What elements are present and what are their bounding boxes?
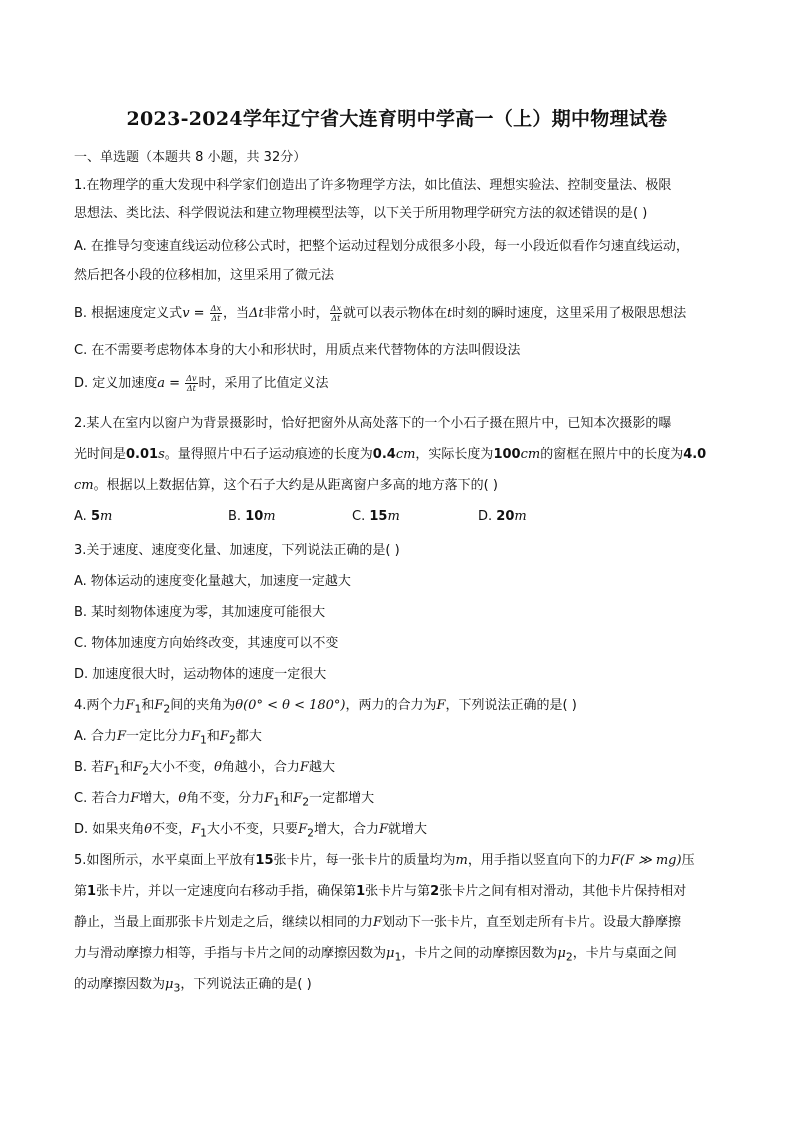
q4-option-a — [74, 728, 262, 750]
q4-text: 不变， — [152, 822, 192, 837]
q5-text: ，下列说法正确的是( ) — [180, 977, 312, 992]
q5-text: ，卡片之间的动摩擦因数为 — [401, 946, 558, 961]
q5-f: F — [373, 915, 383, 930]
q5-mu: μ — [165, 977, 174, 992]
q5-text: ，卡片与桌面之间 — [572, 946, 677, 961]
q3-stem: 3.关于速度、速度变化量、加速度，下列说法正确的是( ) — [74, 543, 400, 558]
q3-option-d: D. 加速度很大时，运动物体的速度一定很大 — [74, 667, 327, 682]
q1-b-fraction-2 — [330, 304, 342, 323]
q2-unit: cm — [395, 447, 416, 462]
option-value: 10 — [245, 509, 264, 524]
q4-f: F — [299, 760, 309, 775]
q2-unit: s — [158, 447, 165, 462]
q4-text: 和 — [206, 729, 220, 744]
q4-stem — [74, 697, 577, 719]
q4-sub: 2 — [228, 733, 236, 747]
q4-text: D. 如果夹角 — [74, 822, 145, 837]
fraction-denominator: Δt — [331, 314, 341, 323]
q4-angle-range: θ(0° < θ < 180°) — [235, 698, 346, 713]
q1-b-text-post: 时刻的瞬时速度，这里采用了极限思想法 — [452, 306, 687, 321]
option-unit: m — [263, 509, 276, 524]
q5-text: 张卡片，每一张卡片的质量均为 — [273, 853, 456, 868]
q4-theta: θ — [178, 791, 187, 806]
q4-text: 4.两个力 — [74, 698, 126, 713]
q1-option-a-line1: A. 在推导匀变速直线运动位移公式时，把整个运动过程划分成很多小段，每一小段近似看作匀速直线运动， — [74, 239, 689, 254]
q5-text: 静止，当最上面那张卡片划走之后，继续以相同的力 — [74, 915, 374, 930]
q4-f: F — [133, 760, 143, 775]
fraction-denominator: Δt — [211, 314, 221, 323]
q5-number: 2 — [430, 884, 440, 899]
q2-stem-line3 — [74, 477, 498, 495]
q4-text: 和 — [280, 791, 294, 806]
q4-sub: 2 — [307, 826, 314, 840]
q1-option-c: C. 在不需要考虑物体本身的大小和形状时，用质点来代替物体的方法叫假设法 — [74, 343, 521, 358]
q2-stem-line1: 2.某人在室内以窗户为背景摄影时，恰好把窗外从高处落下的一个小石子摄在照片中，已知本次摄影的曝 — [74, 416, 672, 431]
q5-m: m — [455, 853, 468, 868]
q4-f: F — [219, 729, 229, 744]
q5-stem-line5 — [74, 976, 312, 998]
q1-d-a: a — [157, 376, 166, 391]
q4-text: ，两力的合力为 — [345, 698, 437, 713]
q4-text: C. 若合力 — [74, 791, 131, 806]
q4-text: 增大， — [139, 791, 179, 806]
q1-stem-line1: 1.在物理学的重大发现中科学家们创造出了许多物理学方法，如比值法、理想实验法、控制变量法、极限 — [74, 178, 672, 193]
q5-number: 1 — [87, 884, 97, 899]
q4-text: 增大，合力 — [313, 822, 379, 837]
q4-sub: 1 — [113, 764, 121, 778]
q3-option-a: A. 物体运动的速度变化量越大，加速度一定越大 — [74, 574, 351, 589]
q5-force-condition: F(F ≫ mg) — [610, 853, 682, 868]
q4-text: 间的夹角为 — [170, 698, 236, 713]
q1-d-text-pre: D. 定义加速度 — [74, 376, 158, 391]
q4-text: 大小不变， — [149, 760, 215, 775]
q5-text: 张卡片之间有相对滑动，其他卡片保持相对 — [439, 884, 687, 899]
q4-f: F — [264, 791, 274, 806]
q1-b-eq: = — [189, 306, 209, 321]
q5-text: 张卡片，并以一定速度向右移动手指，确保第 — [96, 884, 357, 899]
q2-text: ，实际长度为 — [415, 447, 494, 462]
q4-f: F — [190, 729, 201, 744]
q4-f: F — [379, 822, 389, 837]
q4-f: F — [125, 698, 135, 713]
q2-photo-value: 4.0 — [683, 447, 707, 462]
q5-sub: 1 — [394, 950, 402, 964]
fraction-numerator: Δv — [186, 374, 197, 383]
q1-b-text-mid1: ，当 — [223, 306, 250, 321]
q5-mu: μ — [557, 946, 566, 961]
q5-sub: 2 — [565, 950, 573, 964]
q5-text: 第 — [74, 884, 88, 899]
q4-f: F — [116, 729, 126, 744]
q1-stem-line2: 思想法、类比法、科学假说法和建立物理模型法等，以下关于所用物理学研究方法的叙述错误的是( ) — [74, 206, 648, 221]
q5-card-count: 15 — [255, 853, 274, 868]
q5-stem-line2 — [74, 883, 686, 901]
q4-text: 角不变，分力 — [186, 791, 265, 806]
q1-d-eq: = — [165, 376, 185, 391]
q4-sub: 2 — [302, 795, 310, 809]
q4-sub: 1 — [200, 733, 207, 747]
q3-option-b: B. 某时刻物体速度为零，其加速度可能很大 — [74, 605, 326, 620]
q4-text: A. 合力 — [74, 729, 117, 744]
q1-option-d — [74, 374, 329, 393]
q4-text: 大小不变，只要 — [207, 822, 299, 837]
q5-text: ，用手指以竖直向下的力 — [467, 853, 611, 868]
fraction-numerator: Δx — [330, 304, 341, 313]
fraction-numerator: Δx — [210, 304, 222, 313]
q1-b-text-mid2: 非常小时， — [263, 306, 329, 321]
q4-text: ，下列说法正确的是( ) — [445, 698, 577, 713]
q5-text: 力与滑动摩擦力相等，手指与卡片之间的动摩擦因数为 — [74, 946, 387, 961]
q1-d-text-post: 时，采用了比值定义法 — [198, 376, 329, 391]
q2-text: 。量得照片中石子运动痕迹的长度为 — [164, 447, 373, 462]
q5-text: 5.如图所示，水平桌面上平放有 — [74, 853, 256, 868]
option-label: D. — [478, 509, 497, 524]
option-label: A. — [74, 509, 91, 524]
q2-frame-value: 100 — [493, 447, 521, 462]
q1-b-t: t — [446, 306, 453, 321]
q1-b-dt: Δt — [249, 306, 264, 321]
q4-theta: θ — [214, 760, 222, 775]
q2-text: 光时间是 — [74, 447, 127, 462]
q1-d-fraction — [185, 374, 197, 393]
q2-unit: cm — [520, 447, 541, 462]
q4-sub: 1 — [273, 795, 281, 809]
option-unit: m — [387, 509, 400, 524]
q1-b-fraction — [210, 304, 222, 323]
q2-option-b — [228, 509, 276, 524]
q4-f: F — [191, 822, 201, 837]
q4-text: 就增大 — [388, 822, 428, 837]
q1-b-v: v — [182, 306, 190, 321]
q2-text: 的窗框在照片中的长度为 — [540, 447, 684, 462]
q4-sub: 2 — [163, 702, 171, 716]
q4-option-b — [74, 759, 335, 781]
option-value: 15 — [369, 509, 388, 524]
q1-b-text-mid3: 就可以表示物体在 — [342, 306, 447, 321]
q5-mu: μ — [386, 946, 395, 961]
q1-b-text-pre: B. 根据速度定义式 — [74, 306, 183, 321]
q4-text: 一定比分力 — [125, 729, 191, 744]
q4-f: F — [293, 791, 303, 806]
q5-stem-line4 — [74, 945, 677, 967]
q4-text: 角越小，合力 — [221, 760, 300, 775]
page-title: 2023-2024学年辽宁省大连育明中学高一（上）期中物理试卷 — [126, 108, 668, 130]
q5-stem-line3 — [74, 914, 681, 932]
q4-sub: 1 — [134, 702, 142, 716]
q3-option-c: C. 物体加速度方向始终改变，其速度可以不变 — [74, 636, 339, 651]
q1-option-a-line2: 然后把各小段的位移相加，这里采用了微元法 — [74, 268, 335, 283]
q5-text: 划动下一张卡片，直至划走所有卡片。设最大静摩擦 — [382, 915, 682, 930]
q4-option-d — [74, 821, 427, 843]
q2-exposure-value: 0.01 — [126, 447, 159, 462]
q4-theta: θ — [144, 822, 153, 837]
q4-sub: 1 — [200, 826, 208, 840]
q5-number: 1 — [356, 884, 366, 899]
q4-f: F — [154, 698, 164, 713]
q2-trace-value: 0.4 — [372, 447, 396, 462]
q4-f: F — [298, 822, 308, 837]
q4-f: F — [104, 760, 114, 775]
option-value: 20 — [496, 509, 515, 524]
q4-text: 一定都增大 — [309, 791, 375, 806]
q4-text: 越大 — [308, 760, 335, 775]
q5-sub: 3 — [173, 981, 181, 995]
option-label: C. — [352, 509, 370, 524]
q4-text: B. 若 — [74, 760, 105, 775]
q2-stem-line2 — [74, 446, 706, 464]
q4-text: 和 — [141, 698, 155, 713]
section-heading: 一、单选题（本题共 8 小题，共 32分） — [74, 150, 307, 165]
q1-option-b — [74, 304, 686, 323]
q2-text: 。根据以上数据估算，这个石子大约是从距离窗户多高的地方落下的( ) — [93, 478, 498, 493]
q2-option-c — [352, 509, 400, 524]
option-unit: m — [99, 509, 113, 524]
q5-text: 的动摩擦因数为 — [74, 977, 166, 992]
q4-f: F — [436, 698, 446, 713]
q4-sub: 2 — [142, 764, 150, 778]
q5-text: 压 — [681, 853, 695, 868]
option-label: B. — [228, 509, 246, 524]
q5-stem-line1 — [74, 852, 695, 870]
q4-f: F — [130, 791, 140, 806]
q4-text: 和 — [120, 760, 134, 775]
option-value: 5 — [90, 509, 100, 524]
q2-option-a — [74, 509, 112, 524]
option-unit: m — [514, 509, 527, 524]
q4-option-c — [74, 790, 374, 812]
fraction-denominator: Δt — [186, 384, 196, 393]
q4-text: 都大 — [235, 729, 262, 744]
q2-option-d — [478, 509, 527, 524]
q5-text: 张卡片与第 — [365, 884, 431, 899]
q2-unit: cm — [74, 478, 94, 493]
